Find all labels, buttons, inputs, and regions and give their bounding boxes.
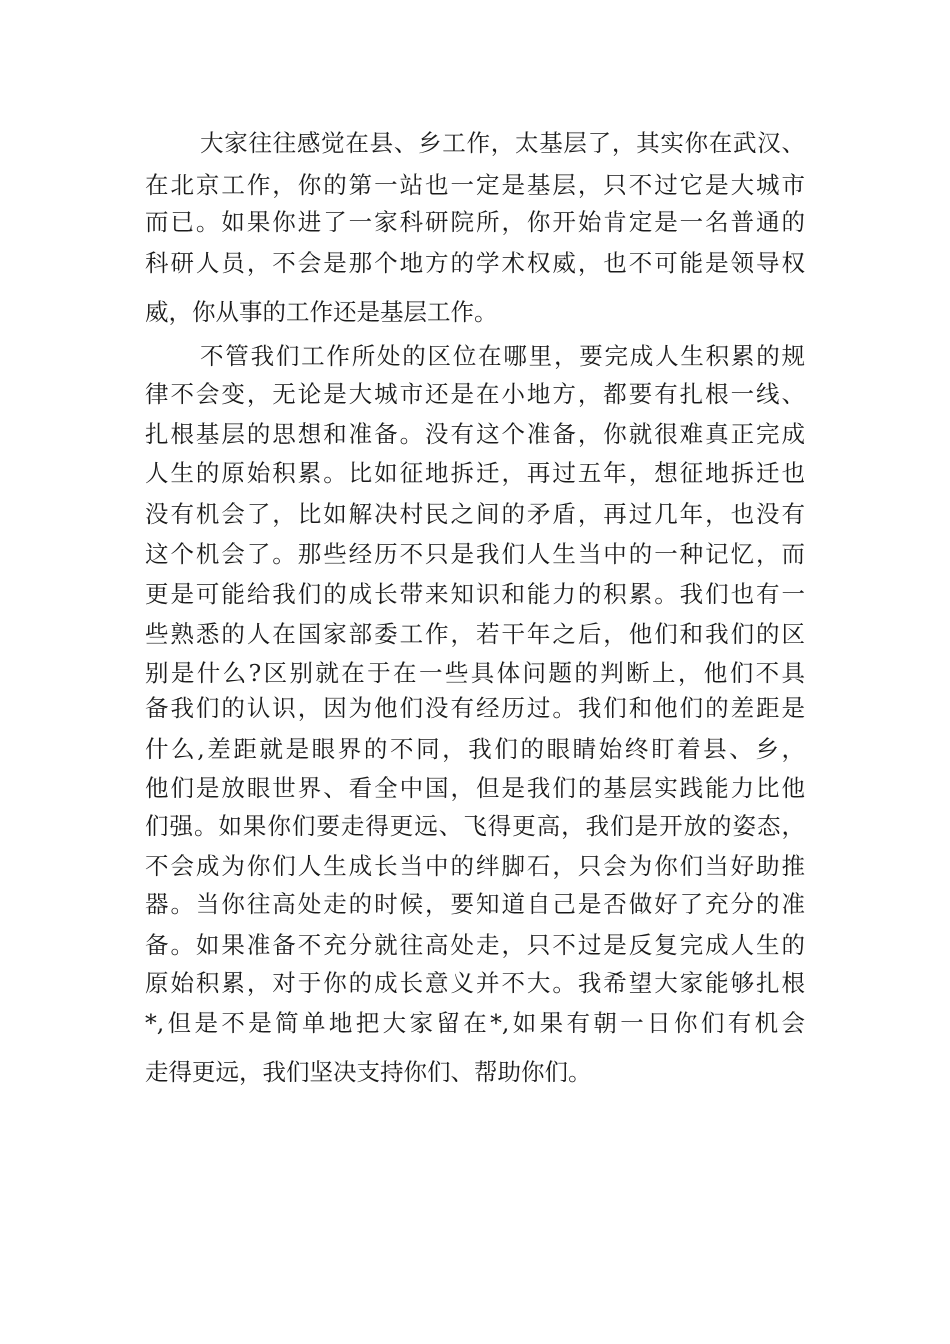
text-line: 什么,差距就是眼界的不同，我们的眼睛始终盯着县、乡，: [145, 735, 805, 763]
text-line: 走得更远，我们坚决支持你们、帮助你们。: [145, 1058, 592, 1086]
text-line: 威，你从事的工作还是基层工作。: [145, 298, 498, 326]
text-line: 他们是放眼世界、看全中国，但是我们的基层实践能力比他: [145, 774, 805, 802]
text-line: 器。当你往高处走的时候，要知道自己是否做好了充分的准: [145, 890, 805, 918]
text-line: 在北京工作，你的第一站也一定是基层，只不过它是大城市: [145, 171, 805, 199]
text-line: 大家往往感觉在县、乡工作，太基层了，其实你在武汉、: [200, 129, 805, 157]
text-line: 这个机会了。那些经历不只是我们人生当中的一种记忆，而: [145, 540, 805, 568]
text-line: 不管我们工作所处的区位在哪里，要完成人生积累的规: [200, 342, 805, 370]
text-line: 科研人员，不会是那个地方的学术权威，也不可能是领导权: [145, 249, 805, 277]
text-line: 没有机会了，比如解决村民之间的矛盾，再过几年，也没有: [145, 500, 805, 528]
text-line: 备。如果准备不充分就往高处走，只不过是反复完成人生的: [145, 931, 805, 959]
text-line: 些熟悉的人在国家部委工作，若干年之后，他们和我们的区: [145, 620, 805, 648]
text-line: 而已。如果你进了一家科研院所，你开始肯定是一名普通的: [145, 208, 805, 236]
text-line: 备我们的认识，因为他们没有经历过。我们和他们的差距是: [145, 694, 805, 722]
text-line: 人生的原始积累。比如征地拆迁，再过五年，想征地拆迁也: [145, 459, 805, 487]
text-line: 更是可能给我们的成长带来知识和能力的积累。我们也有一: [145, 580, 805, 608]
text-line: 别是什么?区别就在于在一些具体问题的判断上，他们不具: [145, 659, 805, 687]
text-line: 不会成为你们人生成长当中的绊脚石，只会为你们当好助推: [145, 852, 805, 880]
text-line: 扎根基层的思想和准备。没有这个准备，你就很难真正完成: [145, 420, 805, 448]
text-line: *,但是不是简单地把大家留在*,如果有朝一日你们有机会: [145, 1009, 805, 1037]
text-line: 原始积累，对于你的成长意义并不大。我希望大家能够扎根: [145, 969, 805, 997]
text-line: 们强。如果你们要走得更远、飞得更高，我们是开放的姿态，: [145, 812, 805, 840]
text-line: 律不会变，无论是大城市还是在小地方，都要有扎根一线、: [145, 380, 805, 408]
